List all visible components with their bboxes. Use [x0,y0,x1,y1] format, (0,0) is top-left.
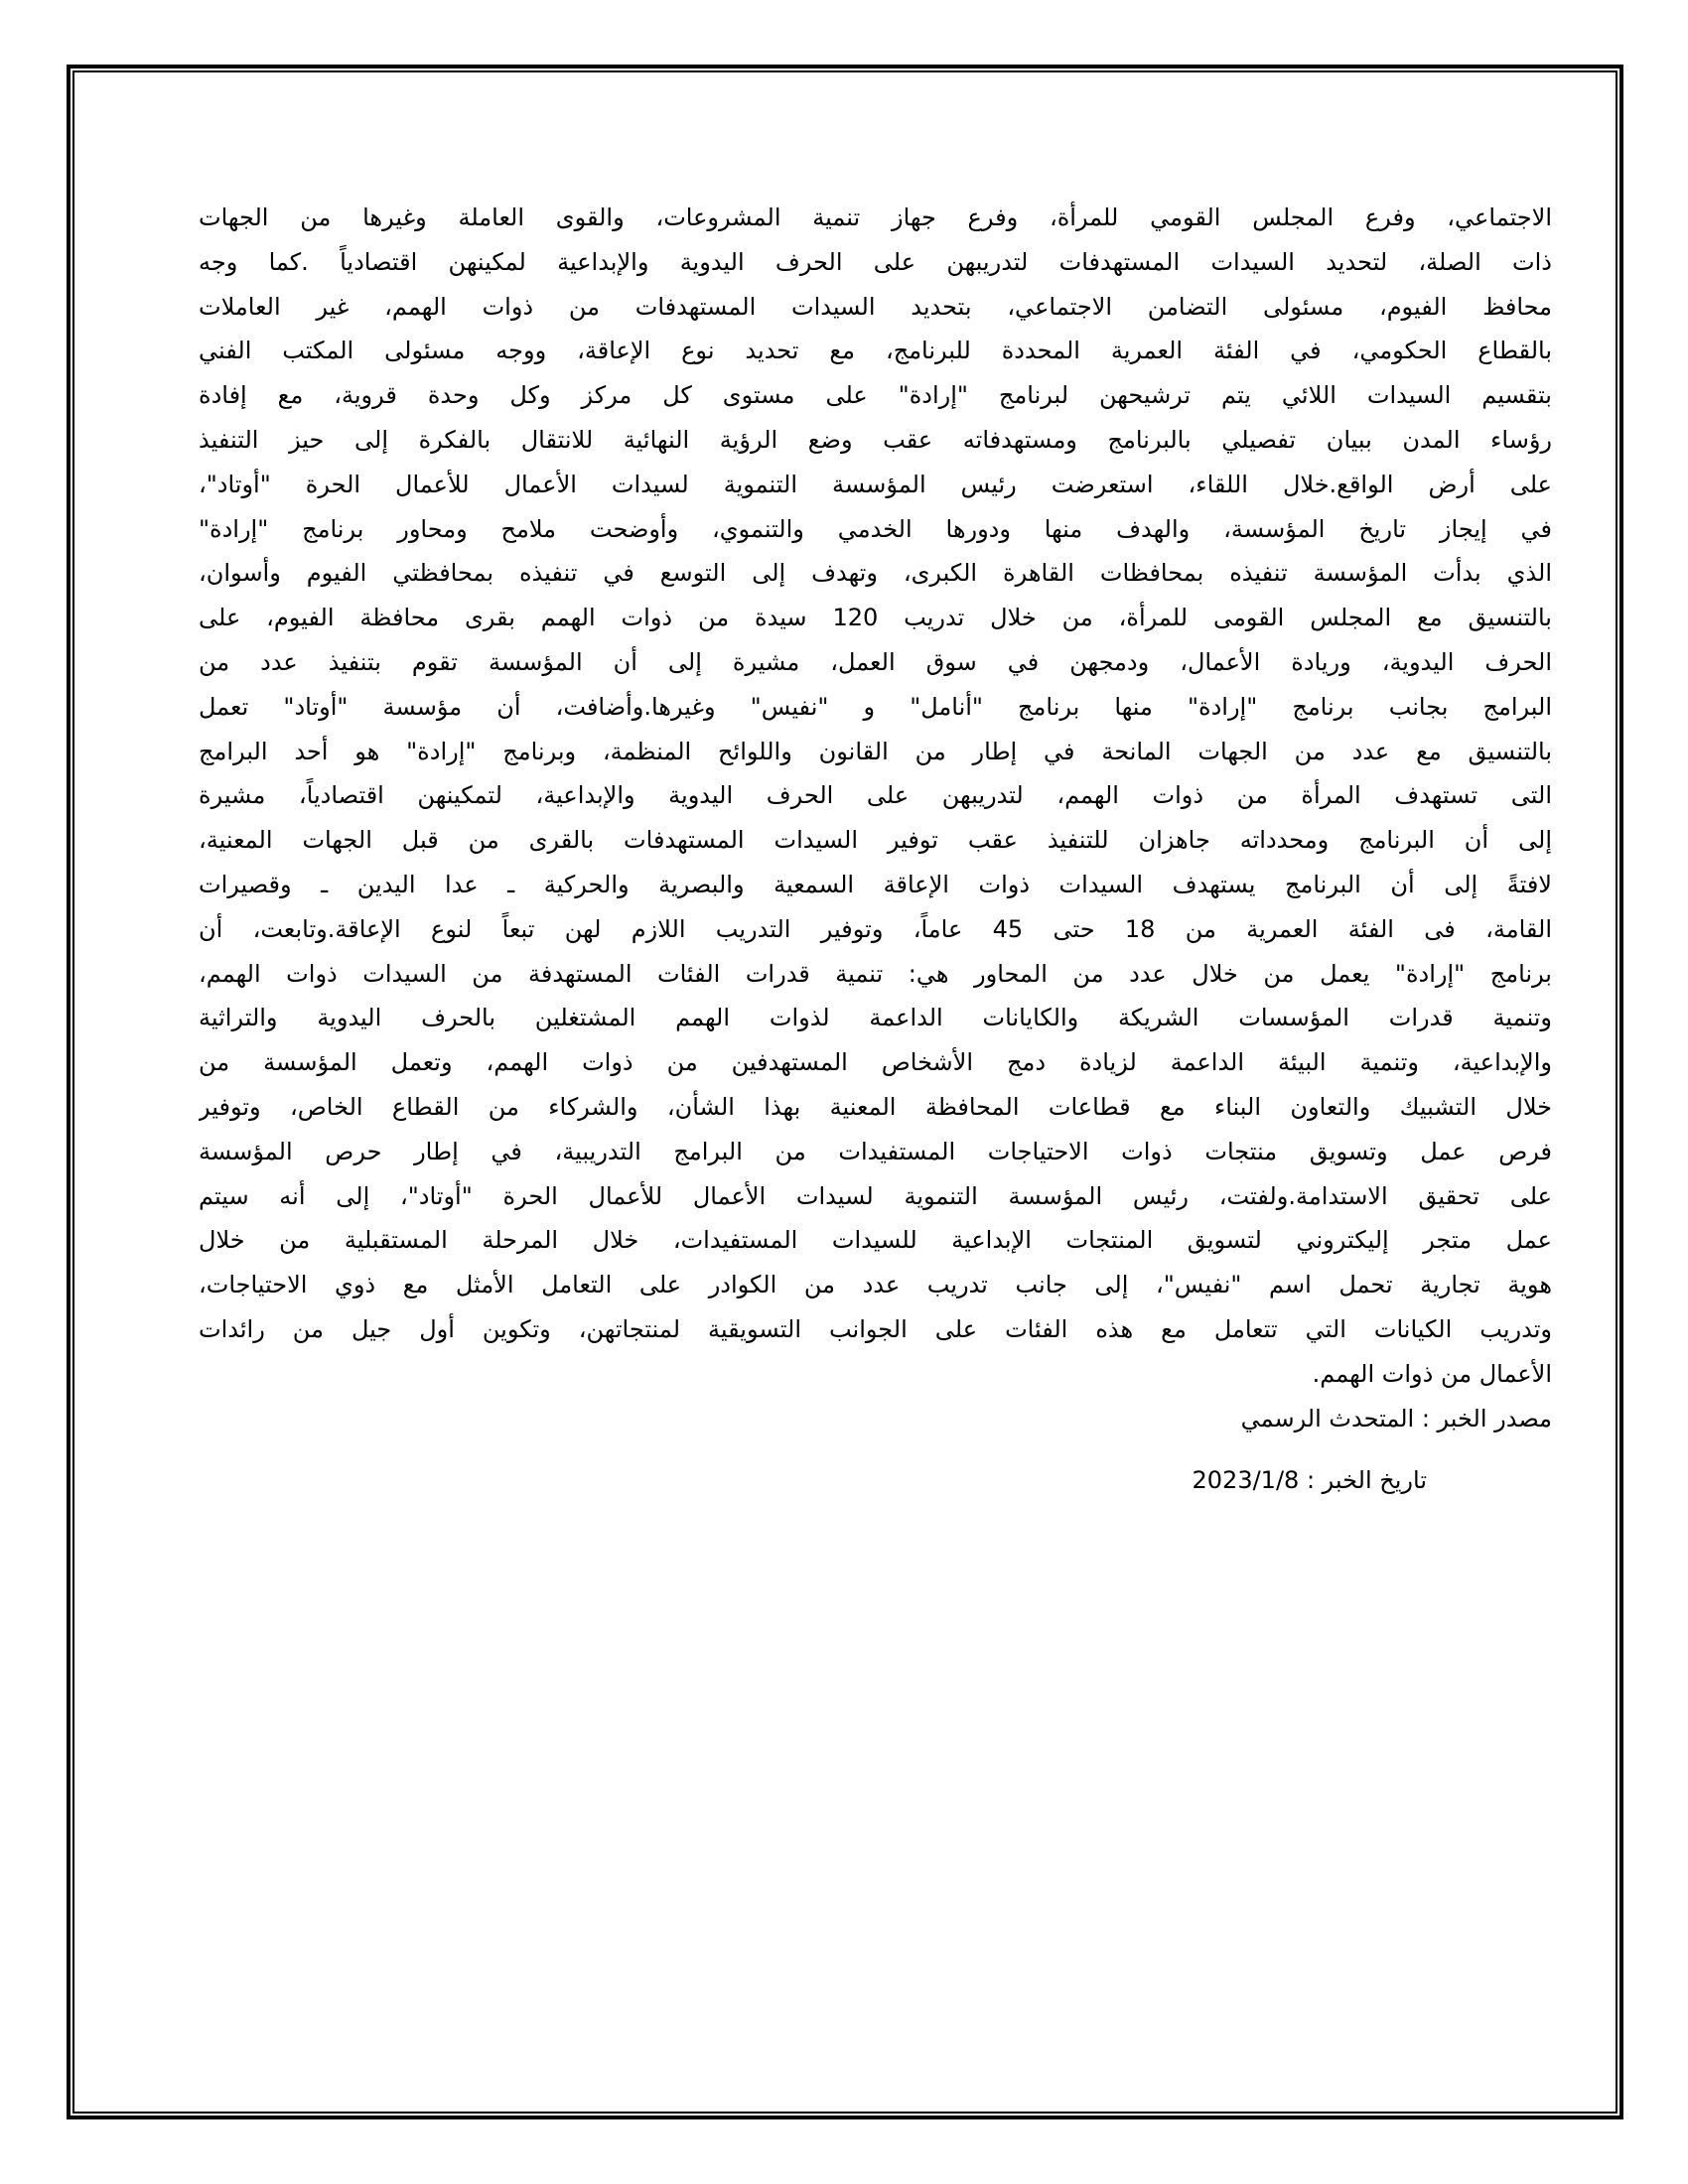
news-date-separator: : [1299,1466,1323,1495]
text-line: ذات الصلة، لتحديد السيدات المستهدفات لتدريبهن على الحرف اليدوية والإبداعية لمكينهن اقتصادياً .كما وجه [199,247,1552,276]
news-source-line [199,1397,1552,1441]
text-line: والإبداعية، وتنمية البيئة الداعمة لزيادة دمج الأشخاص المستهدفين من ذوات الهمم، وتعمل المؤسسة من [199,1048,1552,1077]
text-line: في إيجاز تاريخ المؤسسة، والهدف منها ودورها الخدمي والتنموي، وأوضحت ملامح ومحاور برنامج "إرادة" [199,514,1552,543]
text-line: بالتنسيق مع عدد من الجهات المانحة في إطار من القانون واللوائح المنظمة، وبرنامج "إرادة" هو أحد البرامج [199,737,1552,765]
text-line: هوية تجارية تحمل اسم "نفيس"، إلى جانب تدريب عدد من الكوادر على التعامل الأمثل مع ذوي الاحتياجات، [199,1271,1552,1299]
text-line: وتدريب الكيانات التي تتعامل مع هذه الفئات على الجوانب التسويقية لمنتجاتهن، وتكوين أول جيل من رائدات [199,1314,1552,1343]
text-line: بالقطاع الحكومي، في الفئة العمرية المحددة للبرنامج، مع تحديد نوع الإعاقة، ووجه مسئولى المكتب الفني [199,337,1552,365]
text-line: عمل متجر إليكتروني لتسويق المنتجات الإبداعية للسيدات المستفيدات، خلال المرحلة المستقبلية من خلال [199,1226,1552,1255]
article-text-block [199,196,1552,1503]
news-source-label: مصدر الخبر [1437,1404,1552,1433]
text-line: الأعمال من ذوات الهمم. [1312,1359,1552,1388]
news-source-value: المتحدث الرسمي [1240,1404,1415,1433]
text-line: وتنمية قدرات المؤسسات الشريكة والكايانات الداعمة لذوات الهمم المشتغلين بالحرف اليدوية والتراثية [199,1004,1552,1032]
text-line: بالتنسيق مع المجلس القومى للمرأة، من خلال تدريب 120 سيدة من ذوات الهمم بقرى محافظة الفيوم، على [199,604,1552,632]
text-line: لافتةً إلى أن البرنامج يستهدف السيدات ذوات الإعاقة السمعية والبصرية والحركية ـ عدا اليدين ـ وقصيرات [199,870,1552,898]
article-body [199,196,1552,1397]
news-date-label: تاريخ الخبر [1322,1466,1427,1495]
text-line: البرامج بجانب برنامج "إرادة" منها برنامج "أنامل" و "نفيس" وغيرها.وأضافت، أن مؤسسة "أوتاد" تعمل [199,692,1552,721]
text-line: خلال التشبيك والتعاون البناء مع قطاعات المحافظة المعنية بهذا الشأن، والشركاء من القطاع الخاص، وتوفير [199,1092,1552,1121]
news-date-value: 2023/1/8 [1192,1466,1300,1495]
text-line: القامة، فى الفئة العمرية من 18 حتى 45 عاماً، وتوفير التدريب اللازم لهن تبعاً لنوع الإعاقة.وتابعت، أن [199,914,1552,943]
text-line: بتقسيم السيدات اللائي يتم ترشيحهن لبرنامج "إرادة" على مستوى كل مركز وكل وحدة قروية، مع إفادة [199,381,1552,410]
text-line: الاجتماعي، وفرع المجلس القومي للمرأة، وفرع جهاز تنمية المشروعات، والقوى العاملة وغيرها من الجهات [199,204,1552,231]
text-line: محافظ الفيوم، مسئولى التضامن الاجتماعي، بتحديد السيدات المستهدفات من ذوات الهمم، غير العاملات [199,292,1552,321]
text-line: رؤساء المدن ببيان تفصيلي بالبرنامج ومستهدفاته عقب وضع الرؤية النهائية للانتقال بالفكرة إلى حيز التنفيذ [199,425,1552,454]
news-source-separator: : [1414,1404,1438,1433]
text-line: على تحقيق الاستدامة.ولفتت، رئيس المؤسسة التنموية لسيدات الأعمال للأعمال الحرة "أوتاد"، إلى أنه سيتم [199,1181,1552,1210]
text-line: على أرض الواقع.خلال اللقاء، استعرضت رئيس المؤسسة التنموية لسيدات الأعمال للأعمال الحرة "أوتاد"، [199,470,1552,498]
text-line: فرص عمل وتسويق منتجات ذوات الاحتياجات المستفيدات من البرامج التدريبية، في إطار حرص المؤسسة [199,1137,1552,1165]
text-line: التى تستهدف المرأة من ذوات الهمم، لتدريبهن على الحرف اليدوية والإبداعية، لتمكينهن اقتصادياً، مشيرة [199,781,1552,810]
text-line: الذي بدأت المؤسسة تنفيذه بمحافظات القاهرة الكبرى، وتهدف إلى التوسع في تنفيذه بمحافظتي الفيوم وأسوان، [199,559,1552,588]
text-line: برنامج "إرادة" يعمل من خلال عدد من المحاور هي: تنمية قدرات الفئات المستهدفة من السيدات ذوات الهمم، [199,959,1552,988]
text-line: إلى أن البرنامج ومحدداته جاهزان للتنفيذ عقب توفير السيدات المستهدفات بالقرى من قبل الجهات المعنية، [199,826,1552,855]
text-line: الحرف اليدوية، وريادة الأعمال، ودمجهن في سوق العمل، مشيرة إلى أن المؤسسة تقوم بتنفيذ عدد من [199,647,1552,676]
news-date-line [199,1458,1552,1503]
